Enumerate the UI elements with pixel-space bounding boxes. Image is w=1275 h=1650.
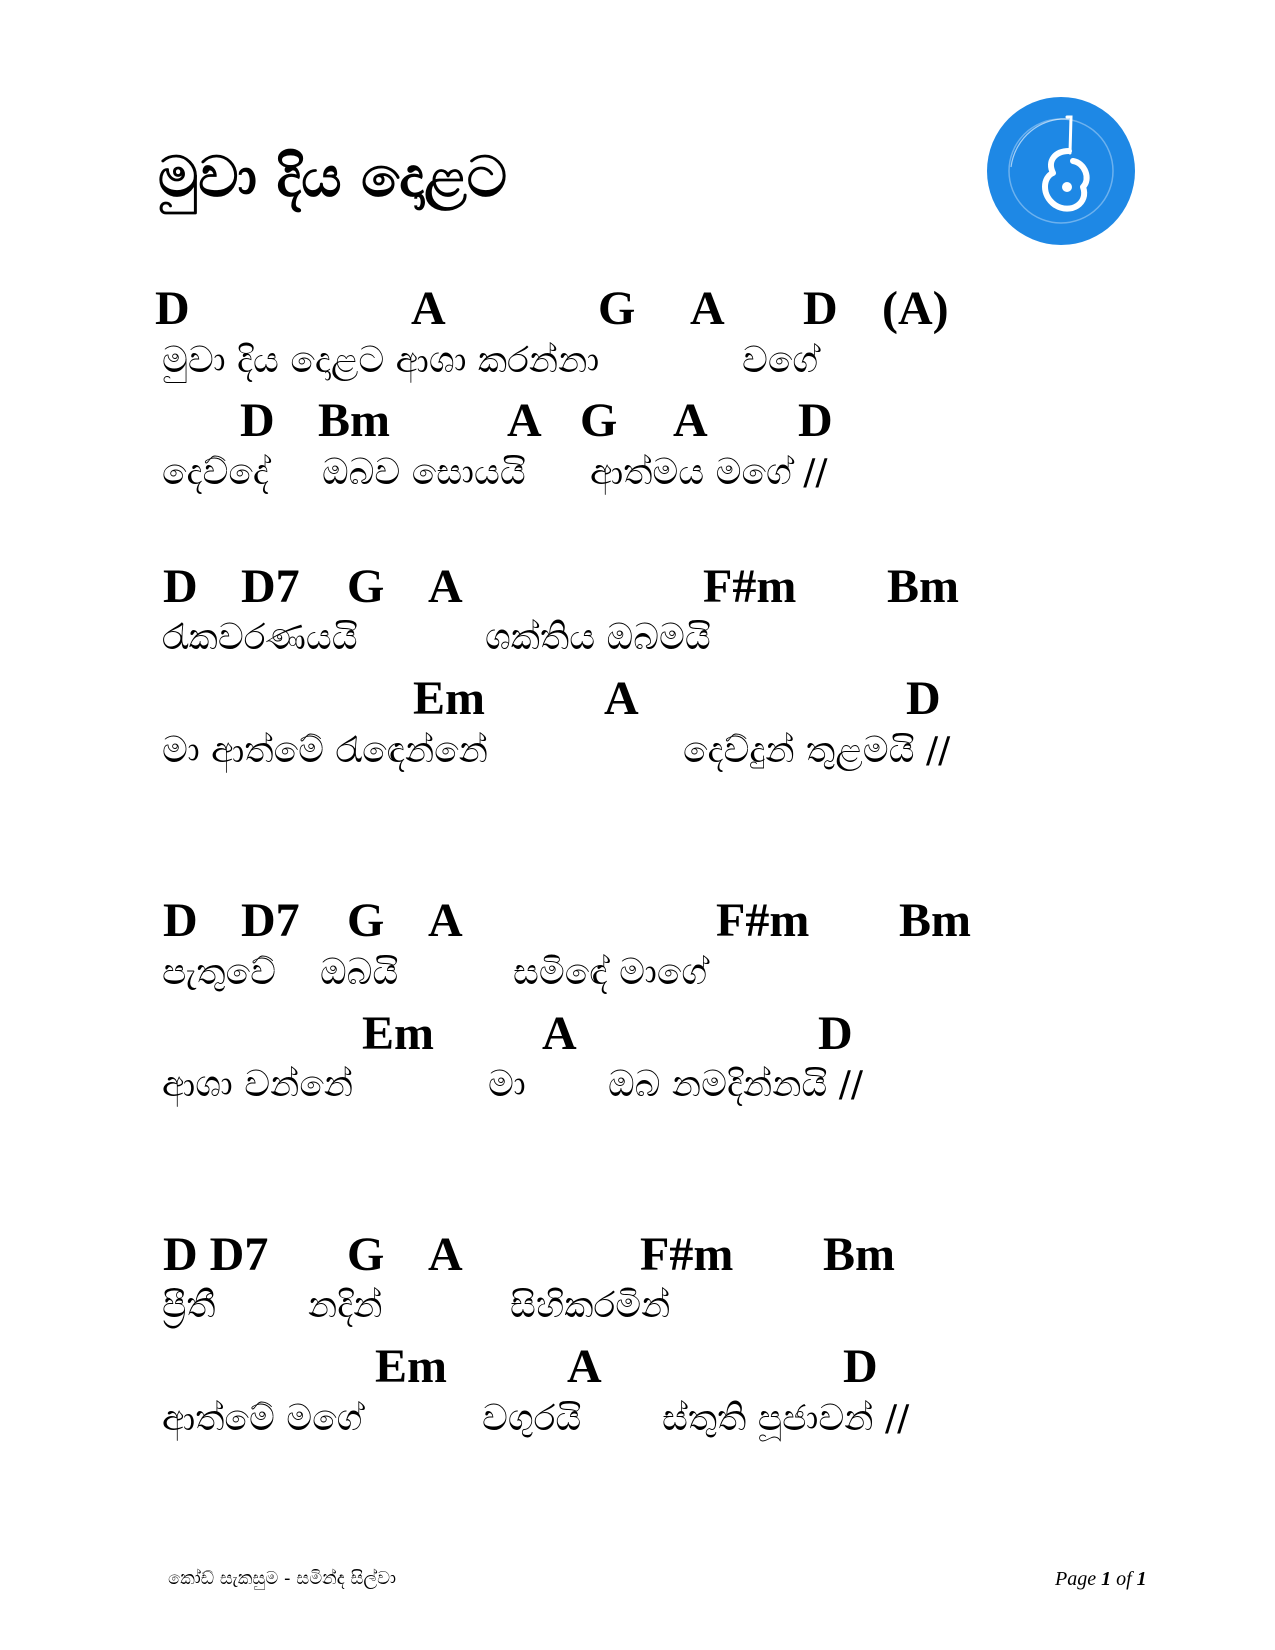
chord: Bm [899,894,971,947]
lyric-text: ඔබයි [320,952,399,993]
chord: D [818,1007,853,1060]
chord-line [0,282,1275,345]
chord: A [604,672,639,725]
chord-line [0,394,1275,457]
guitar-logo-icon [985,95,1137,247]
chord: Em [375,1340,447,1393]
lyric-line [0,1064,1275,1127]
lyric-text: වගුරයි [482,1398,582,1439]
chord: A [411,282,446,335]
lyric-line [0,952,1275,1015]
chord: A [690,282,725,335]
lyric-text: මා [488,1064,526,1105]
lyric-line [0,1398,1275,1461]
chord: G [347,560,385,613]
lyric-text: වගේ [742,340,819,381]
footer-credit: කෝඩ් සැකසුම - සමින්ද සිල්වා [168,1568,397,1589]
lyric-text: ස්තුති පූජාවන් // [662,1398,910,1439]
chord: Em [362,1007,434,1060]
lyric-text: මා ආත්මේ රැඳෙන්නේ [162,730,488,771]
chord: G [580,394,618,447]
lyric-text: පැතුවේ [162,952,277,993]
chord: D7 [241,560,300,613]
chord: D D7 [163,1228,269,1281]
chord: A [567,1340,602,1393]
chord: G [598,282,636,335]
chord: D7 [241,894,300,947]
chord-line [0,1007,1275,1070]
chord: (A) [882,282,949,335]
chord: Bm [887,560,959,613]
page-total: 1 [1136,1568,1147,1590]
lyric-text: සමිඳේ මාගේ [513,952,708,993]
chord: A [542,1007,577,1060]
chord: A [673,394,708,447]
chord: A [428,894,463,947]
chord-line [0,560,1275,623]
lyric-text: ඔබ නමදින්නයි // [608,1064,864,1105]
chord: D [803,282,838,335]
lyric-text: ශක්තිය ඔබමයි [485,617,711,658]
chord: D [843,1340,878,1393]
lyric-text: සිහිකරමින් [510,1285,671,1326]
chord: G [347,894,385,947]
chord: A [507,394,542,447]
page-current: 1 [1101,1568,1112,1590]
chord: F#m [640,1228,734,1281]
song-title: මුවා දිය දොළට [158,145,508,210]
chord-line [0,672,1275,735]
chord: A [428,1228,463,1281]
lyric-text: ඔබව සොයයි [322,452,526,493]
chord: A [428,560,463,613]
lyric-line [0,340,1275,403]
lyric-text: දෙව්දුන් තුළමයි // [683,730,951,771]
chord: D [906,672,941,725]
page-number [1055,1568,1147,1591]
page-of: of [1116,1568,1132,1590]
chord: D [163,894,198,947]
lyric-text: නදින් [308,1285,383,1326]
chord: Bm [823,1228,895,1281]
page-label: Page [1055,1568,1097,1590]
lyric-text: ආත්මේ මගේ [162,1398,363,1439]
lyric-line [0,452,1275,515]
lyric-text: මුවා දිය දොළට ආශා කරන්නා [162,340,600,381]
lyric-text: ආත්මය මගේ // [590,452,828,493]
lyric-text: ප්‍රීතී [162,1285,216,1326]
chord: F#m [703,560,797,613]
lyric-text: දෙව්දේ [162,452,269,493]
chord: D [155,282,190,335]
chord: D [163,560,198,613]
lyric-line [0,617,1275,680]
chord: D [240,394,275,447]
chord: G [347,1228,385,1281]
chord-line [0,1228,1275,1291]
chord-line [0,894,1275,957]
chord-line [0,1340,1275,1403]
chord: Em [413,672,485,725]
lyric-line [0,730,1275,793]
chord: D [798,394,833,447]
lyric-line [0,1285,1275,1348]
chord: Bm [318,394,390,447]
lyric-text: ආශා වන්නේ [162,1064,354,1105]
lyric-text: රැකවරණයයි [162,617,358,658]
chord: F#m [716,894,810,947]
